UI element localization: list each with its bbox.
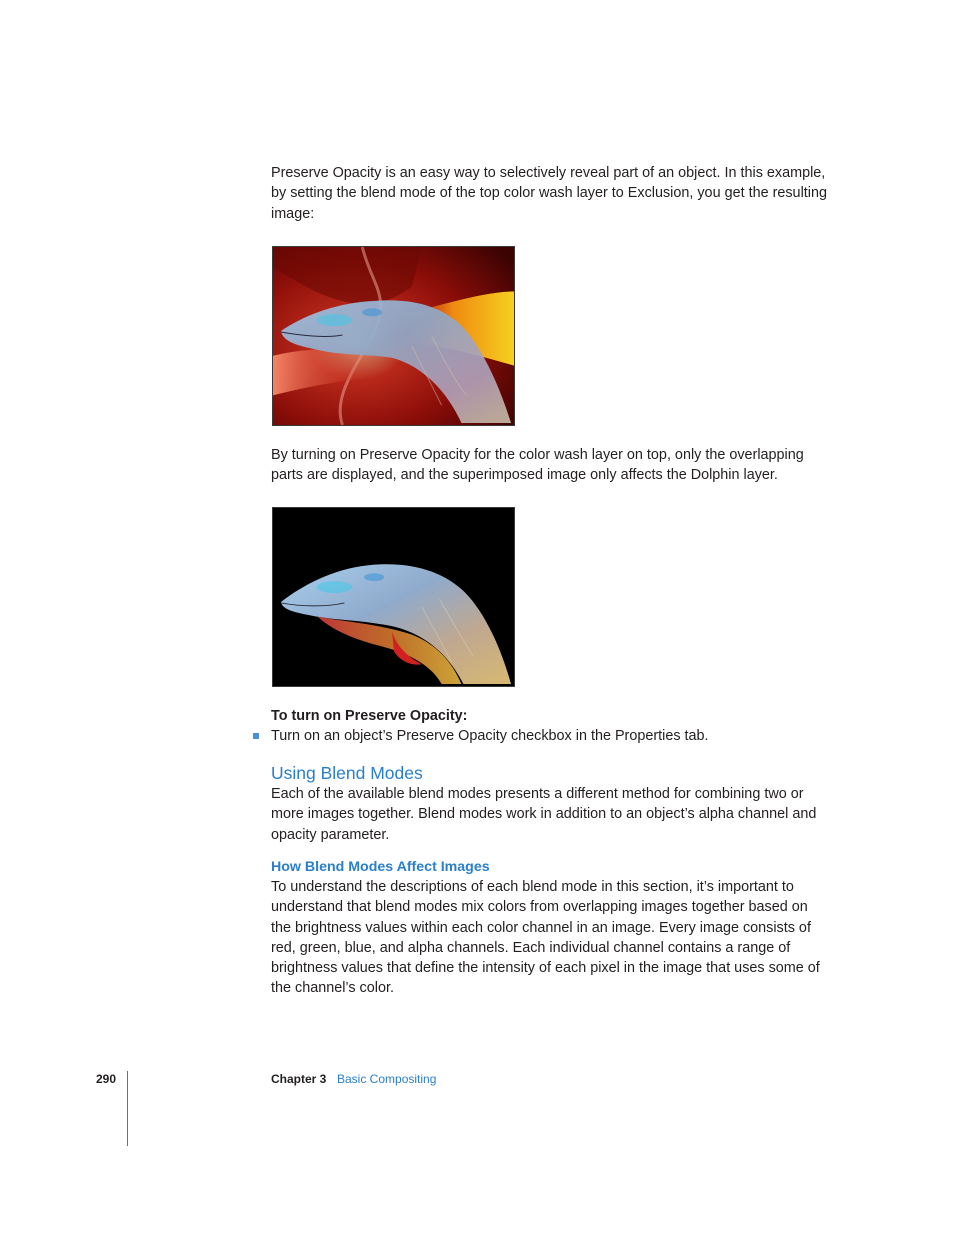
- footer-section-link[interactable]: Basic Compositing: [337, 1072, 437, 1086]
- figure-exclusion-image: [273, 247, 514, 425]
- section-paragraph: Each of the available blend modes presents a different method for combining two or more images together. Blend modes work in addition to an object’s alpha channel and opacity parameter.: [271, 786, 817, 843]
- figure-preserve-opacity-image: [273, 508, 514, 686]
- section-using-blend-modes: [271, 762, 827, 845]
- subsection-heading: How Blend Modes Affect Images: [271, 859, 490, 875]
- procedure-block: [271, 706, 827, 726]
- page-number: 290: [96, 1072, 117, 1086]
- subsection-how-blend-modes: [271, 857, 827, 999]
- figure-preserve-opacity: [272, 507, 515, 687]
- footer-divider: [127, 1071, 128, 1146]
- intro-block: [271, 163, 827, 224]
- footer-chapter: Chapter 3: [271, 1072, 327, 1086]
- figure-exclusion-blend: [272, 246, 515, 426]
- subsection-paragraph: To understand the descriptions of each blend mode in this section, it’s important to understand that blend modes mix colors from overlapping images together based on the brightness values within each color channel in an image. Every image consists of red, green, blue, and alpha channels. Each individual channel contains a range of brightness values that define the intensity of each pixel in the image that uses some of the channel’s color.: [271, 879, 820, 997]
- bullet-square-icon: [253, 733, 259, 739]
- section-heading: Using Blend Modes: [271, 763, 423, 783]
- middle-block: [271, 445, 827, 486]
- intro-paragraph: Preserve Opacity is an easy way to selectively reveal part of an object. In this example, by setting the blend mode of the top color wash layer to Exclusion, you get the resulting image:: [271, 165, 827, 222]
- procedure-title: To turn on Preserve Opacity:: [271, 708, 468, 724]
- middle-paragraph: By turning on Preserve Opacity for the color wash layer on top, only the overlapping parts are displayed, and the superimposed image only affects the Dolphin layer.: [271, 447, 804, 484]
- procedure-step-text: Turn on an object’s Preserve Opacity checkbox in the Properties tab.: [271, 728, 709, 744]
